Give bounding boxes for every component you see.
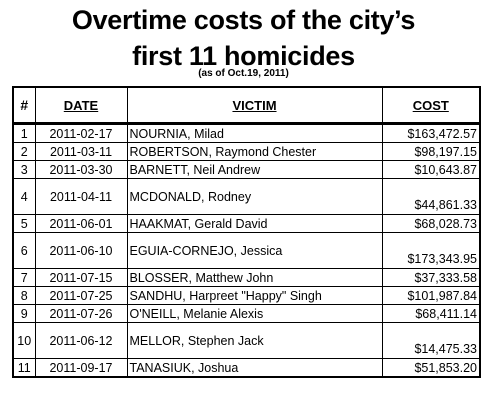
row-number: 6 bbox=[13, 233, 35, 269]
table-row bbox=[13, 323, 480, 359]
row-victim: TANASIUK, Joshua bbox=[127, 359, 382, 378]
row-cost: $37,333.58 bbox=[382, 269, 480, 287]
subtitle-as-of-date: (as of Oct.19, 2011) bbox=[198, 68, 289, 79]
row-victim: BARNETT, Neil Andrew bbox=[127, 161, 382, 179]
row-cost: $14,475.33 bbox=[382, 323, 480, 359]
row-number: 11 bbox=[13, 359, 35, 378]
row-victim: EGUIA-CORNEJO, Jessica bbox=[127, 233, 382, 269]
table-row bbox=[13, 143, 480, 161]
table-row bbox=[13, 359, 480, 378]
row-cost: $51,853.20 bbox=[382, 359, 480, 378]
column-header-victim: VICTIM bbox=[127, 87, 382, 124]
homicide-overtime-table bbox=[12, 86, 481, 378]
row-date: 2011-06-10 bbox=[35, 233, 127, 269]
row-victim: MCDONALD, Rodney bbox=[127, 179, 382, 215]
column-header-num: # bbox=[13, 87, 35, 124]
table-row bbox=[13, 124, 480, 143]
page-title-line-2: first 11 homicides bbox=[132, 41, 355, 71]
row-date: 2011-06-01 bbox=[35, 215, 127, 233]
table-row bbox=[13, 179, 480, 215]
row-date: 2011-09-17 bbox=[35, 359, 127, 378]
row-victim: ROBERTSON, Raymond Chester bbox=[127, 143, 382, 161]
row-date: 2011-07-25 bbox=[35, 287, 127, 305]
table-row bbox=[13, 287, 480, 305]
table-row bbox=[13, 269, 480, 287]
page-title-line-1: Overtime costs of the city’s bbox=[71, 5, 416, 35]
row-victim: BLOSSER, Matthew John bbox=[127, 269, 382, 287]
row-cost: $68,411.14 bbox=[382, 305, 480, 323]
row-victim: SANDHU, Harpreet "Happy" Singh bbox=[127, 287, 382, 305]
row-victim: MELLOR, Stephen Jack bbox=[127, 323, 382, 359]
row-number: 2 bbox=[13, 143, 35, 161]
row-date: 2011-07-26 bbox=[35, 305, 127, 323]
row-number: 7 bbox=[13, 269, 35, 287]
row-date: 2011-02-17 bbox=[35, 124, 127, 143]
table-row bbox=[13, 305, 480, 323]
table-row bbox=[13, 233, 480, 269]
row-number: 10 bbox=[13, 323, 35, 359]
row-victim: HAAKMAT, Gerald David bbox=[127, 215, 382, 233]
row-number: 3 bbox=[13, 161, 35, 179]
row-cost: $163,472.57 bbox=[382, 124, 480, 143]
row-victim: O'NEILL, Melanie Alexis bbox=[127, 305, 382, 323]
column-header-date: DATE bbox=[35, 87, 127, 124]
row-number: 5 bbox=[13, 215, 35, 233]
row-cost: $173,343.95 bbox=[382, 233, 480, 269]
row-cost: $98,197.15 bbox=[382, 143, 480, 161]
row-number: 4 bbox=[13, 179, 35, 215]
table-row bbox=[13, 215, 480, 233]
row-date: 2011-03-11 bbox=[35, 143, 127, 161]
row-date: 2011-06-12 bbox=[35, 323, 127, 359]
row-date: 2011-04-11 bbox=[35, 179, 127, 215]
row-number: 9 bbox=[13, 305, 35, 323]
row-date: 2011-07-15 bbox=[35, 269, 127, 287]
row-victim: NOURNIA, Milad bbox=[127, 124, 382, 143]
row-cost: $44,861.33 bbox=[382, 179, 480, 215]
row-cost: $10,643.87 bbox=[382, 161, 480, 179]
column-header-cost: COST bbox=[382, 87, 480, 124]
table-header-row bbox=[13, 87, 480, 124]
table-row bbox=[13, 161, 480, 179]
row-cost: $68,028.73 bbox=[382, 215, 480, 233]
row-number: 1 bbox=[13, 124, 35, 143]
row-date: 2011-03-30 bbox=[35, 161, 127, 179]
row-number: 8 bbox=[13, 287, 35, 305]
row-cost: $101,987.84 bbox=[382, 287, 480, 305]
